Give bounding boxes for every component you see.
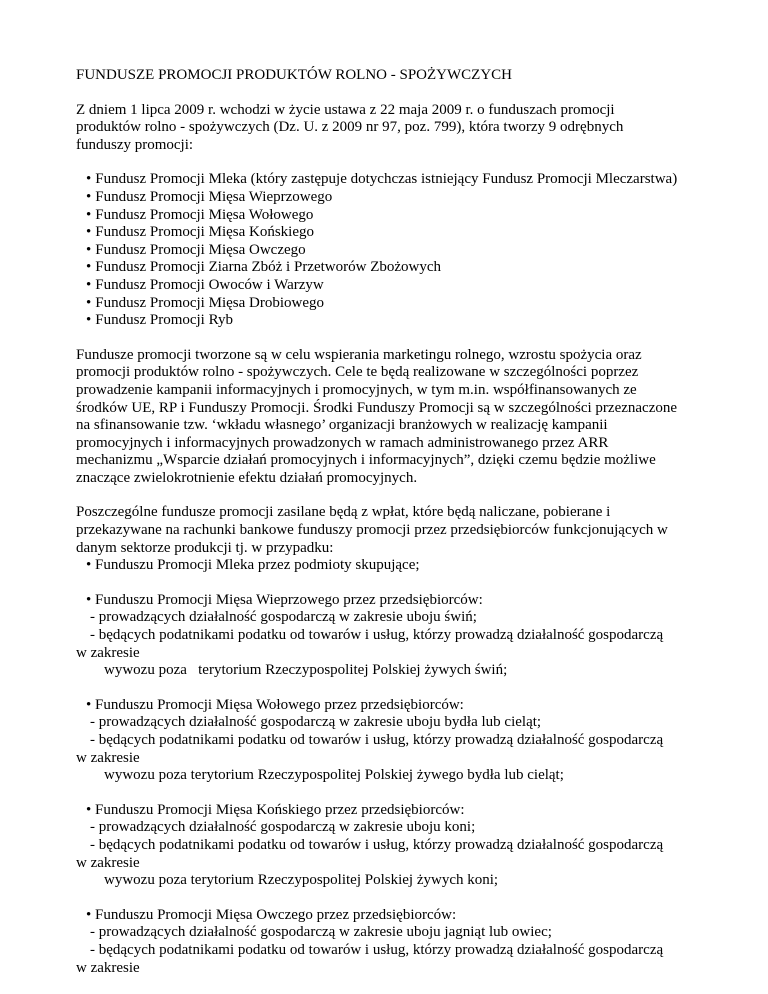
intro-line: Z dniem 1 lipca 2009 r. wchodzi w życie ustawa z 22 maja 2009 r. o funduszach promocji	[76, 101, 615, 118]
fund-item: • Fundusz Promocji Mięsa Wołowego	[86, 207, 716, 225]
purpose-line: mechanizmu „Wsparcie działań promocyjnych i informacyjnych”, dzięki czemu będzie możliwe	[76, 452, 656, 469]
funding-line: Poszczególne fundusze promocji zasilane będą z wpłat, które będą naliczane, pobierane i	[76, 504, 611, 521]
pork-fund-block	[76, 592, 716, 680]
block-heading: • Funduszu Promocji Mięsa Końskiego przez przedsiębiorców:	[86, 801, 465, 818]
block-continuation: w zakresie	[76, 749, 140, 766]
block-condition: - prowadzących działalność gospodarczą w zakresie uboju jagniąt lub owiec;	[90, 924, 552, 941]
purpose-line: na sfinansowanie tzw. ‘wkładu własnego’ organizacji branżowych w realizację kampanii	[76, 417, 608, 434]
block-condition: - będących podatnikami podatku od towarów i usług, którzy prowadzą działalność gospodarczą	[90, 836, 664, 853]
purpose-line: promocyjnych i informacyjnych prowadzonych w ramach administrowanego przez ARR	[76, 434, 609, 451]
fund-item: • Fundusz Promocji Mięsa Końskiego	[86, 224, 716, 242]
fund-item: • Fundusz Promocji Owoców i Warzyw	[86, 277, 716, 295]
block-condition: - będących podatnikami podatku od towarów i usług, którzy prowadzą działalność gospodarczą	[90, 627, 664, 644]
beef-fund-block	[76, 697, 716, 785]
purpose-line: promocji produktów rolno - spożywczych. Cele te będą realizowane w szczególności poprzez	[76, 364, 639, 381]
document-page	[76, 67, 716, 994]
milk-fund-item: • Funduszu Promocji Mleka przez podmioty skupujące;	[86, 557, 420, 574]
block-condition: - prowadzących działalność gospodarczą w zakresie uboju bydła lub cieląt;	[90, 714, 542, 731]
fund-item: • Fundusz Promocji Mięsa Drobiowego	[86, 295, 716, 313]
fund-item: • Fundusz Promocji Ziarna Zbóż i Przetworów Zbożowych	[86, 259, 716, 277]
purpose-line: znaczące zwielokrotnienie efektu działań promocyjnych.	[76, 469, 418, 486]
sheep-fund-block	[76, 907, 716, 977]
fund-item: • Fundusz Promocji Mięsa Wieprzowego	[86, 189, 716, 207]
block-continuation: w zakresie	[76, 644, 140, 661]
block-heading: • Funduszu Promocji Mięsa Wołowego przez przedsiębiorców:	[86, 696, 464, 713]
fund-item: • Fundusz Promocji Mięsa Owczego	[86, 242, 716, 260]
block-heading: • Funduszu Promocji Mięsa Owczego przez przedsiębiorców:	[86, 906, 457, 923]
block-condition: - prowadzących działalność gospodarczą w zakresie uboju koni;	[90, 819, 476, 836]
document-title: FUNDUSZE PROMOCJI PRODUKTÓW ROLNO - SPOŻYWCZYCH	[76, 67, 513, 83]
fund-item: • Fundusz Promocji Mleka (który zastępuje dotychczas istniejący Fundusz Promocji Mleczarstwa)	[86, 171, 716, 189]
block-heading: • Funduszu Promocji Mięsa Wieprzowego przez przedsiębiorców:	[86, 591, 483, 608]
horse-fund-block	[76, 802, 716, 890]
block-continuation: w zakresie	[76, 854, 140, 871]
intro-paragraph	[76, 102, 716, 155]
funding-line: danym sektorze produkcji tj. w przypadku:	[76, 539, 334, 556]
purpose-line: Fundusze promocji tworzone są w celu wspierania marketingu rolnego, wzrostu spożycia oraz	[76, 346, 642, 363]
purpose-line: prowadzenie kampanii informacyjnych i promocyjnych, w tym m.in. współfinansowanych ze	[76, 381, 637, 398]
intro-line: produktów rolno - spożywczych (Dz. U. z 2009 nr 97, poz. 799), która tworzy 9 odrębnych	[76, 119, 624, 136]
block-continuation: wywozu poza terytorium Rzeczypospolitej Polskiej żywych koni;	[104, 872, 499, 889]
block-continuation: wywozu poza terytorium Rzeczypospolitej Polskiej żywego bydła lub cieląt;	[104, 767, 564, 784]
funds-list	[76, 171, 716, 329]
block-condition: - będących podatnikami podatku od towarów i usług, którzy prowadzą działalność gospodarczą	[90, 941, 664, 958]
block-condition: - prowadzących działalność gospodarczą w zakresie uboju świń;	[90, 609, 477, 626]
block-continuation: w zakresie	[76, 959, 140, 976]
intro-line: funduszy promocji:	[76, 136, 194, 153]
block-condition: - będących podatnikami podatku od towarów i usług, którzy prowadzą działalność gospodarczą	[90, 732, 664, 748]
purpose-line: środków UE, RP i Funduszy Promocji. Środki Funduszy Promocji są w szczególności przeznaczone	[76, 399, 678, 416]
funding-paragraph	[76, 504, 716, 574]
purpose-paragraph	[76, 347, 716, 488]
fund-item: • Fundusz Promocji Ryb	[86, 312, 716, 330]
funding-line: przekazywane na rachunki bankowe funduszy promocji przez przedsiębiorców funkcjonujących w	[76, 522, 668, 539]
block-continuation: wywozu poza terytorium Rzeczypospolitej Polskiej żywych świń;	[104, 662, 508, 679]
